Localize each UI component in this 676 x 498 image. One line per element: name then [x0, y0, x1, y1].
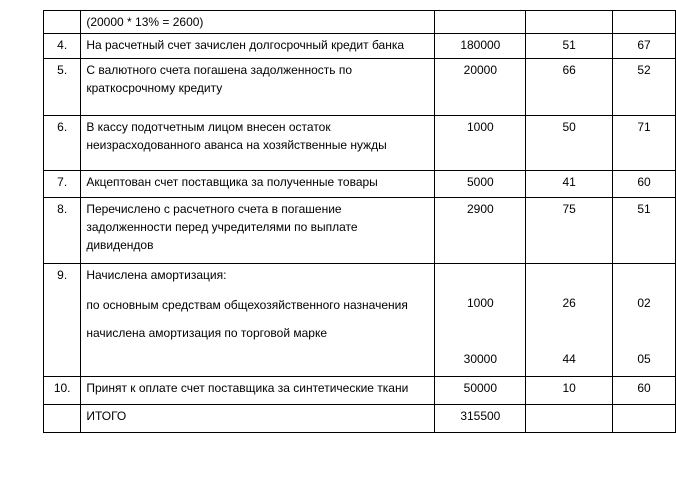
row-debit: [526, 405, 613, 433]
row-credit: [613, 11, 676, 34]
row-amount: 180000: [435, 34, 526, 59]
row-credit: 60: [613, 171, 676, 198]
row-number: 4.: [44, 34, 81, 59]
credit-line: 02: [637, 296, 651, 310]
ledger-table: [43, 10, 676, 433]
description-line: задолженности перед учредителями по выплате: [86, 220, 358, 234]
row-debit: [526, 11, 613, 34]
row-number: 5.: [44, 59, 81, 116]
row-number: 6.: [44, 116, 81, 171]
table-row: [44, 198, 676, 264]
description-line: В кассу подотчетным лицом внесен остаток: [86, 120, 331, 134]
table-row: [44, 171, 676, 198]
row-credit: [613, 264, 676, 377]
amount-line: 30000: [463, 352, 498, 366]
row-credit: [613, 405, 676, 433]
description-line: Перечислено с расчетного счета в погашение: [86, 202, 342, 216]
row-description: [81, 116, 435, 171]
description-line: С валютного счета погашена задолженность по: [86, 63, 353, 77]
table-row: [44, 377, 676, 405]
description-line: Акцептован счет поставщика за полученные товары: [86, 175, 378, 189]
description-line: краткосрочному кредиту: [86, 81, 223, 95]
row-credit: 51: [613, 198, 676, 264]
row-number: 7.: [44, 171, 81, 198]
table-row: [44, 116, 676, 171]
row-description: [81, 59, 435, 116]
row-credit: 60: [613, 377, 676, 405]
row-debit: 51: [526, 34, 613, 59]
row-amount: 20000: [435, 59, 526, 116]
row-description: [81, 264, 435, 377]
row-debit: 10: [526, 377, 613, 405]
debit-line: 26: [562, 296, 576, 310]
description-line: неизрасходованного аванса на хозяйственные нужды: [86, 138, 387, 152]
row-debit: 75: [526, 198, 613, 264]
row-credit: 71: [613, 116, 676, 171]
description-line: Начислена амортизация:: [86, 268, 227, 282]
row-description: [81, 34, 435, 59]
row-description: [81, 198, 435, 264]
row-description: [81, 171, 435, 198]
description-line: Принят к оплате счет поставщика за синтетические ткани: [86, 381, 409, 395]
total-row: [44, 405, 676, 433]
description-line: На расчетный счет зачислен долгосрочный кредит банка: [86, 38, 405, 52]
description-line: (20000 * 13% = 2600): [86, 15, 204, 29]
total-label: [81, 405, 435, 433]
row-amount: [435, 11, 526, 34]
row-description: [81, 377, 435, 405]
row-description: [81, 11, 435, 34]
credit-line: 05: [637, 352, 651, 366]
table-row: [44, 59, 676, 116]
row-amount: 2900: [435, 198, 526, 264]
table-row: [44, 264, 676, 377]
row-number: [44, 11, 81, 34]
row-number: 10.: [44, 377, 81, 405]
description-line: ИТОГО: [86, 409, 127, 423]
row-debit: 66: [526, 59, 613, 116]
table-row: [44, 11, 676, 34]
row-credit: 52: [613, 59, 676, 116]
row-credit: 67: [613, 34, 676, 59]
row-debit: [526, 264, 613, 377]
description-line: по основным средствам общехозяйственного назначения: [86, 298, 408, 312]
description-line: начислена амортизация по торговой марке: [86, 326, 328, 340]
debit-line: 44: [562, 352, 576, 366]
row-amount: [435, 264, 526, 377]
description-line: дивидендов: [86, 238, 154, 252]
total-amount: 315500: [435, 405, 526, 433]
table-row: [44, 34, 676, 59]
row-number: 8.: [44, 198, 81, 264]
row-amount: 50000: [435, 377, 526, 405]
row-number: [44, 405, 81, 433]
row-number: 9.: [44, 264, 81, 377]
row-debit: 50: [526, 116, 613, 171]
row-amount: 5000: [435, 171, 526, 198]
row-debit: 41: [526, 171, 613, 198]
amount-line: 1000: [466, 296, 494, 310]
row-amount: 1000: [435, 116, 526, 171]
